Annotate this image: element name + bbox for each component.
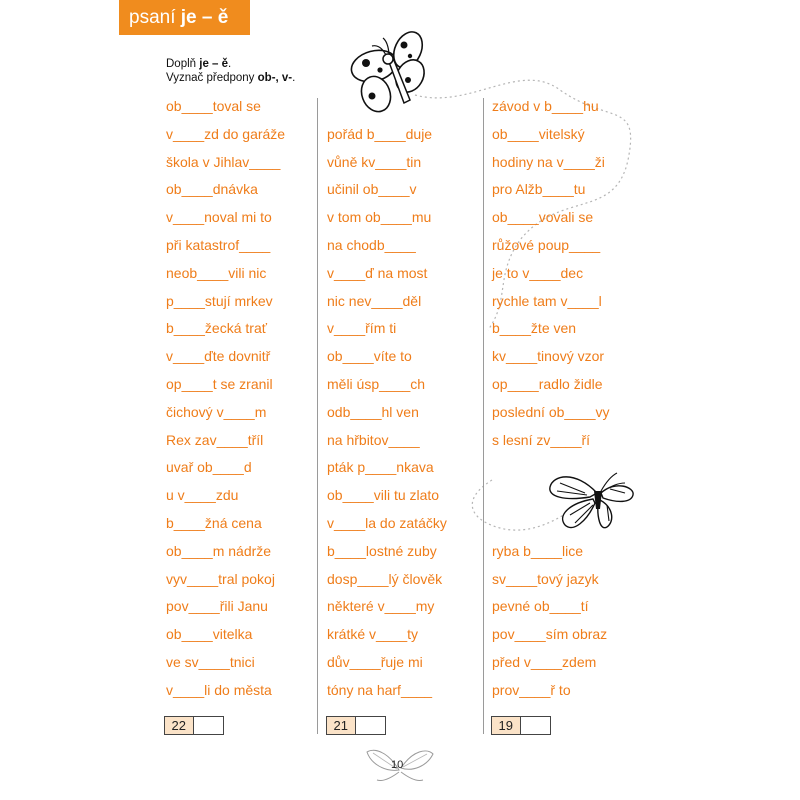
score-box-2 bbox=[326, 716, 386, 735]
exercise-item: b____žte ven bbox=[492, 320, 577, 337]
exercise-item: hodiny na v____ži bbox=[492, 153, 605, 170]
exercise-item: pov____řili Janu bbox=[166, 598, 268, 615]
exercise-item: op____t se zranil bbox=[166, 376, 273, 392]
page-number: 10 bbox=[391, 759, 404, 771]
exercise-item: ryba b____lice bbox=[492, 542, 584, 559]
exercise-item: při katastrof____ bbox=[166, 237, 271, 253]
column-divider-2 bbox=[483, 98, 484, 734]
exercise-item: ob____vitelka bbox=[166, 626, 253, 643]
exercise-item: prov____ř to bbox=[492, 681, 571, 698]
exercise-item: v____řím ti bbox=[327, 320, 397, 337]
exercise-item: v____noval mi to bbox=[166, 209, 272, 226]
instruction-line-2: Vyznač předpony ob-, v-. bbox=[166, 72, 296, 84]
score-total-3: 19 bbox=[492, 717, 521, 734]
exercise-item: v____ď na most bbox=[327, 264, 428, 281]
exercise-item: uvař ob____d bbox=[166, 459, 252, 476]
exercise-item: ve sv____tnici bbox=[166, 654, 255, 670]
exercise-item: u v____zdu bbox=[166, 487, 239, 504]
exercise-item: ob____vili tu zlato bbox=[327, 487, 440, 504]
exercise-item: závod v b____hu bbox=[492, 98, 599, 114]
exercise-item: ob____toval se bbox=[166, 98, 261, 114]
exercise-item: b____žná cena bbox=[166, 515, 262, 531]
exercise-item: kv____tinový vzor bbox=[492, 348, 605, 365]
exercise-item: růžové poup____ bbox=[492, 237, 601, 253]
exercise-item: vůně kv____tin bbox=[327, 153, 422, 170]
exercise-item: b____lostné zuby bbox=[327, 542, 437, 559]
exercise-item: rychle tam v____l bbox=[492, 292, 602, 309]
exercise-item: v____li do města bbox=[166, 681, 272, 698]
exercise-item: měli úsp____ch bbox=[327, 376, 426, 392]
score-total-2: 21 bbox=[327, 717, 356, 734]
exercise-item: pro Alžb____tu bbox=[492, 181, 586, 198]
exercise-item: b____žecká trať bbox=[166, 320, 267, 337]
exercise-item: na chodb____ bbox=[327, 237, 416, 253]
exercise-item: odb____hl ven bbox=[327, 403, 419, 420]
exercise-item: je to v____dec bbox=[492, 264, 584, 281]
exercise-item: ob____dnávka bbox=[166, 181, 258, 198]
exercise-item: škola v Jihlav____ bbox=[166, 153, 281, 170]
exercise-item: poslední ob____vy bbox=[492, 403, 610, 420]
butterfly-illustration bbox=[545, 465, 640, 535]
exercise-item: v____zd do garáže bbox=[166, 125, 286, 142]
exercise-item: ob____víte to bbox=[327, 348, 412, 365]
exercise-item: op____radlo židle bbox=[492, 376, 603, 392]
exercise-item: ob____m nádrže bbox=[166, 542, 272, 559]
exercise-item: pták p____nkava bbox=[327, 459, 434, 476]
exercise-item: v____la do zatáčky bbox=[327, 515, 447, 531]
exercise-item: čichový v____m bbox=[166, 403, 267, 420]
exercise-item: dův____řuje mi bbox=[327, 654, 423, 670]
exercise-item: vyv____tral pokoj bbox=[166, 570, 275, 587]
exercise-item: na hřbitov____ bbox=[327, 431, 420, 448]
exercise-item: v____ďte dovnitř bbox=[166, 348, 271, 365]
score-box-1 bbox=[164, 716, 224, 735]
exercise-item: Rex zav____tříl bbox=[166, 431, 264, 448]
score-input-2[interactable] bbox=[356, 717, 385, 734]
exercise-item: některé v____my bbox=[327, 598, 435, 615]
exercise-item: tóny na harf____ bbox=[327, 681, 433, 698]
exercise-item: v tom ob____mu bbox=[327, 209, 432, 226]
exercise-item: ob____vovali se bbox=[492, 209, 594, 226]
section-title: psaní je – ě bbox=[119, 0, 250, 35]
exercise-item: pevné ob____tí bbox=[492, 598, 589, 615]
score-total-1: 22 bbox=[165, 717, 194, 734]
exercise-item: před v____zdem bbox=[492, 654, 597, 670]
exercise-item: pov____sím obraz bbox=[492, 626, 608, 643]
score-input-1[interactable] bbox=[194, 717, 223, 734]
exercise-item: sv____tový jazyk bbox=[492, 570, 599, 587]
exercise-item: nic nev____děl bbox=[327, 292, 422, 309]
exercise-item: krátké v____ty bbox=[327, 626, 419, 643]
score-input-3[interactable] bbox=[521, 717, 550, 734]
exercise-item: pořád b____duje bbox=[327, 125, 433, 142]
exercise-item: p____stují mrkev bbox=[166, 292, 273, 309]
exercise-item: dosp____lý člověk bbox=[327, 570, 443, 587]
score-box-3 bbox=[491, 716, 551, 735]
exercise-item: ob____vitelský bbox=[492, 125, 585, 142]
column-divider-1 bbox=[317, 98, 318, 734]
exercise-item: neob____vili nic bbox=[166, 264, 267, 281]
instruction-line-1: Doplň je – ě. bbox=[166, 58, 232, 70]
exercise-item: učinil ob____v bbox=[327, 181, 417, 198]
exercise-item: s lesní zv____ří bbox=[492, 431, 591, 448]
